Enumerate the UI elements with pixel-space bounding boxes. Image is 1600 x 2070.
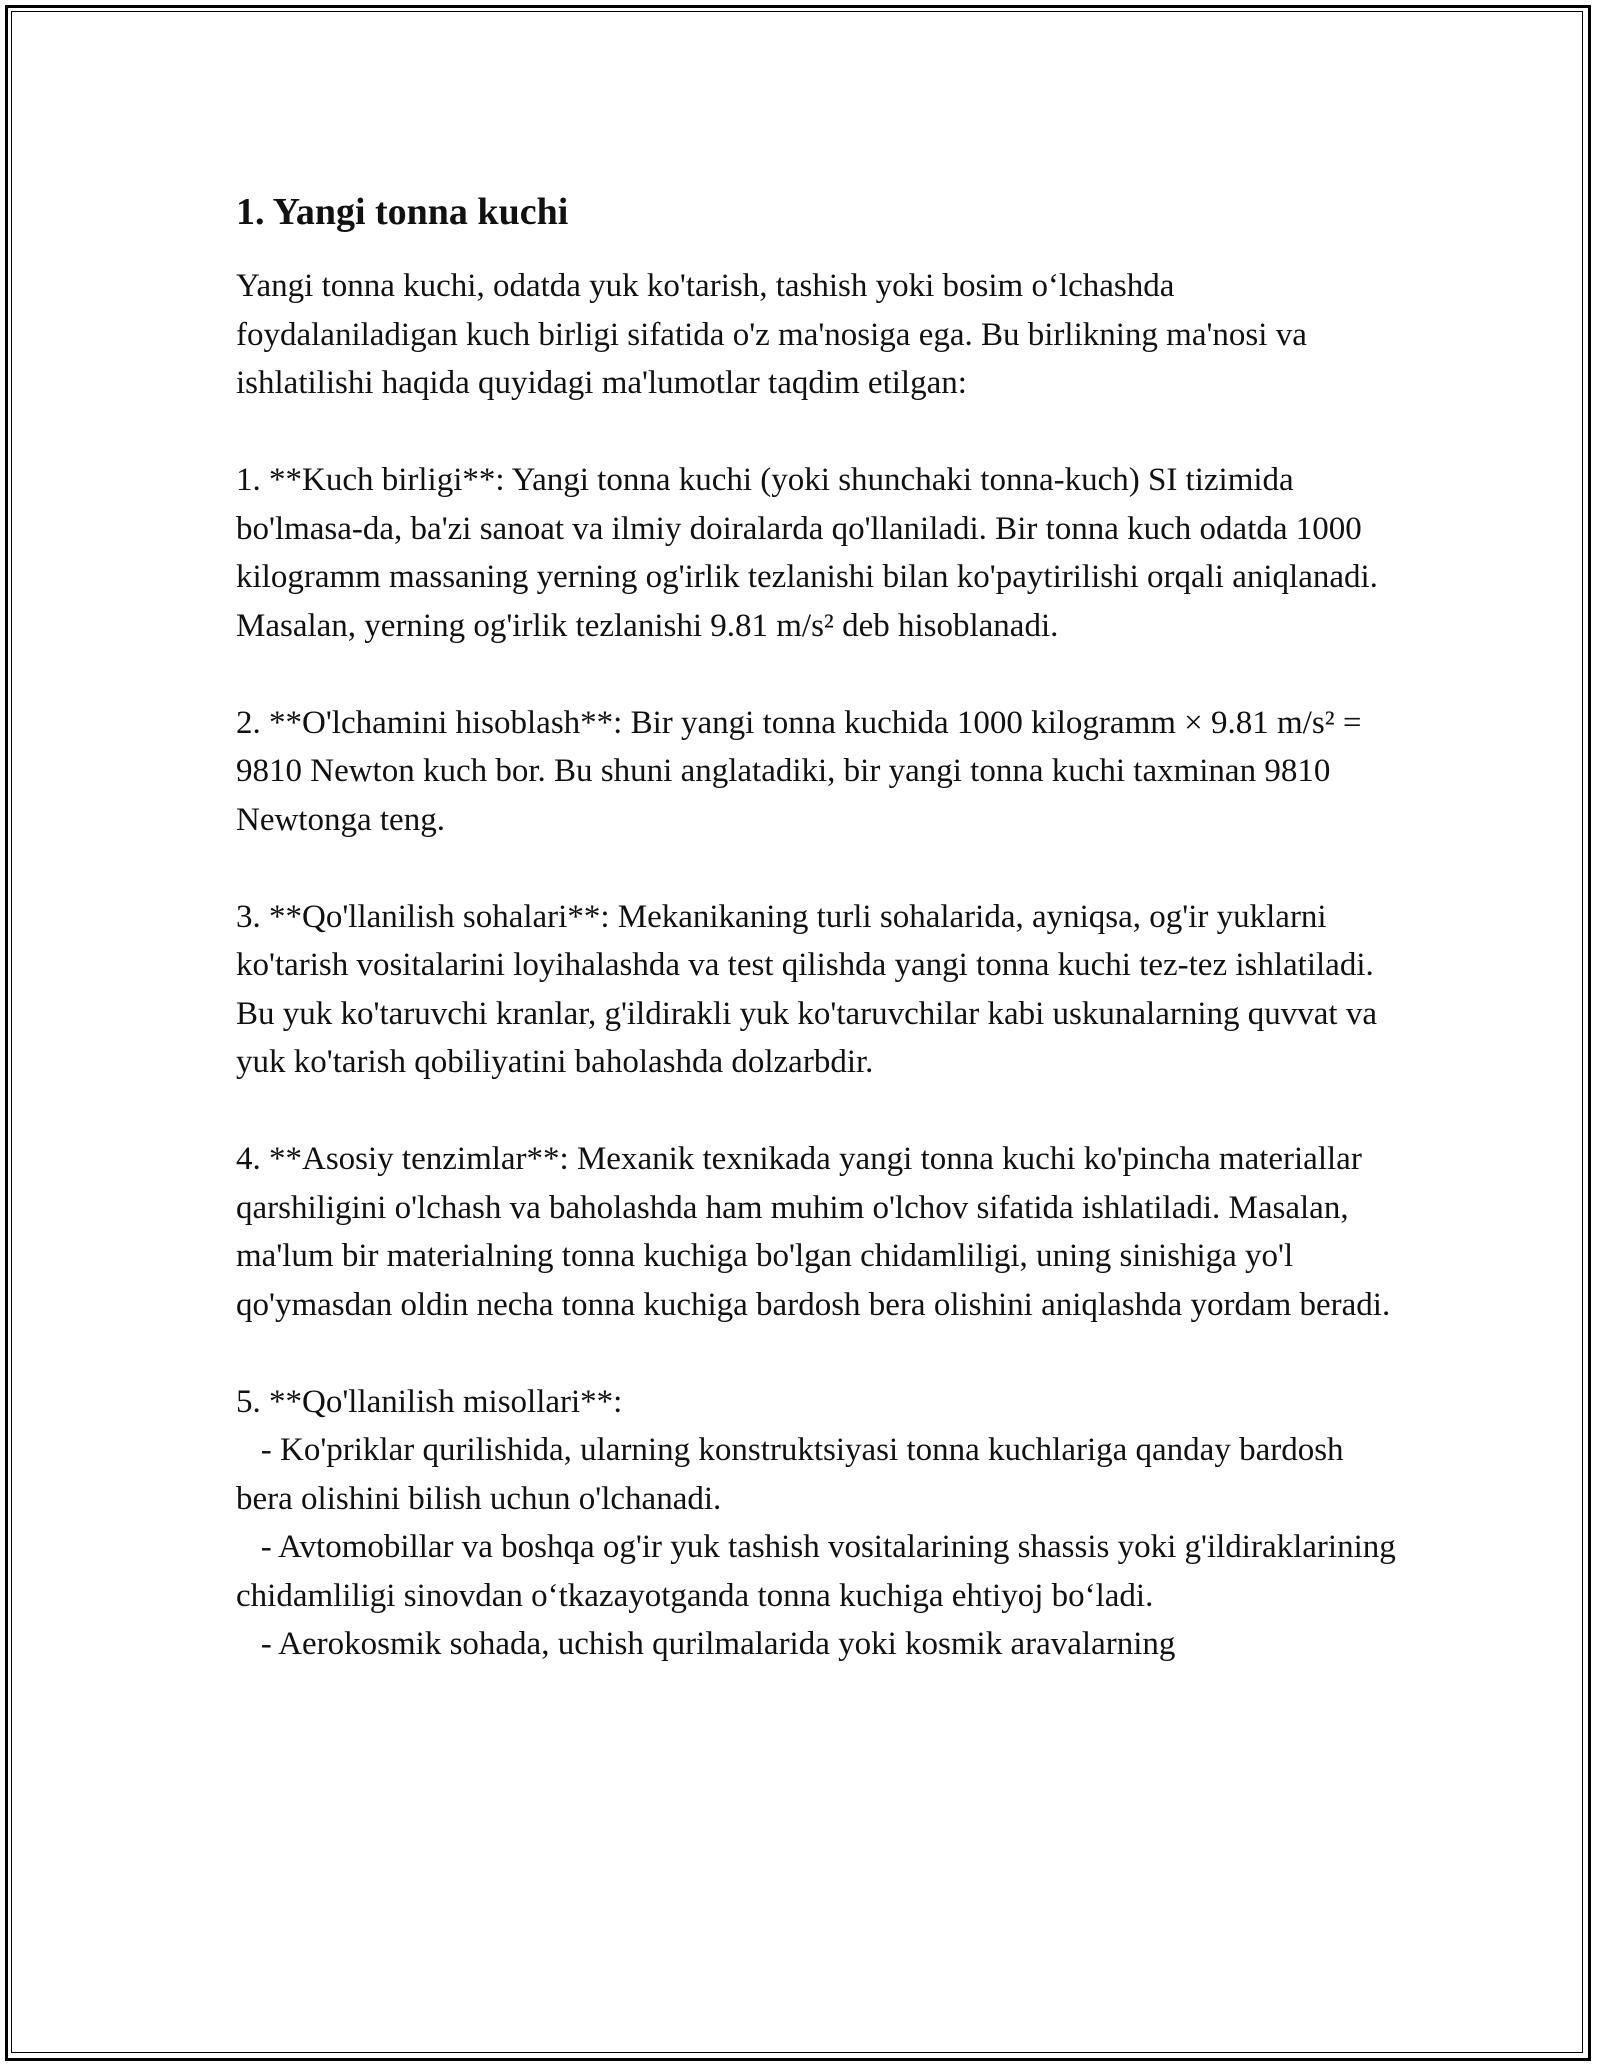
- paragraph-asosiy-tenzimlar: 4. **Asosiy tenzimlar**: Mexanik texnikada yangi tonna kuchi ko'pincha materiallar qarshiligini o'lchash va baholashda ham muhim o'lchov sifatida ishlatiladi. Masalan, ma'lum bir materialning tonna kuchiga bo'lgan chidamliligi, uning sinishiga yo'l qo'ymasdan oldin necha tonna kuchiga bardosh bera olishini aniqlashda yordam beradi.: [236, 1141, 1391, 1323]
- paragraph-qollanilish-sohalari: 3. **Qo'llanilish sohalari**: Mekanikaning turli sohalarida, ayniqsa, og'ir yuklarni ko'tarish vositalarini loyihalashda va test qilishda yangi tonna kuchi tez-tez ishlatiladi. Bu yuk ko'taruvchi kranlar, g'ildirakli yuk ko'taruvchilar kabi uskunalarning quvvat va yuk ko'tarish qobiliyatini baholashda dolzarbdir.: [236, 898, 1386, 1080]
- paragraph-qollanilish-misollari: 5. **Qo'llanilish misollari**: - Ko'priklar qurilishida, ularning konstruktsiyasi tonna kuchlariga qanday bardosh bera olishini bilish uchun o'lchanadi. - Avtomobillar va boshqa og'ir yuk tashish vositalarining shassis yoki g'ildiraklarining chidamliligi sinovdan o‘tkazayotganda tonna kuchiga ehtiyoj bo‘ladi. - Aerokosmik sohada, uchish qurilmalarida yoki kosmik aravalarning: [236, 1383, 1396, 1662]
- document-title: 1. Yangi tonna kuchi: [236, 191, 569, 233]
- document-body: [236, 188, 1396, 1669]
- intro-paragraph: Yangi tonna kuchi, odatda yuk ko'tarish, tashish yoki bosim o‘lchashda foydalaniladigan kuch birligi sifatida o'z ma'nosiga ega. Bu birlikning ma'nosi va ishlatilishi haqida quyidagi ma'lumotlar taqdim etilgan:: [236, 268, 1316, 401]
- paragraph-olchamini-hisoblash: 2. **O'lchamini hisoblash**: Bir yangi tonna kuchida 1000 kilogramm × 9.81 m/s² = 9810 Newton kuch bor. Bu shuni anglatadiki, bir yangi tonna kuchi taxminan 9810 Newtonga teng.: [236, 704, 1370, 838]
- paragraph-kuch-birligi: 1. **Kuch birligi**: Yangi tonna kuchi (yoki shunchaki tonna-kuch) SI tizimida bo'lmasa-da, ba'zi sanoat va ilmiy doiralarda qo'llaniladi. Bir tonna kuch odatda 1000 kilogramm massaning yerning og'irlik tezlanishi bilan ko'paytirilishi orqali aniqlanadi. Masalan, yerning og'irlik tezlanishi 9.81 m/s² deb hisoblanadi.: [236, 462, 1387, 644]
